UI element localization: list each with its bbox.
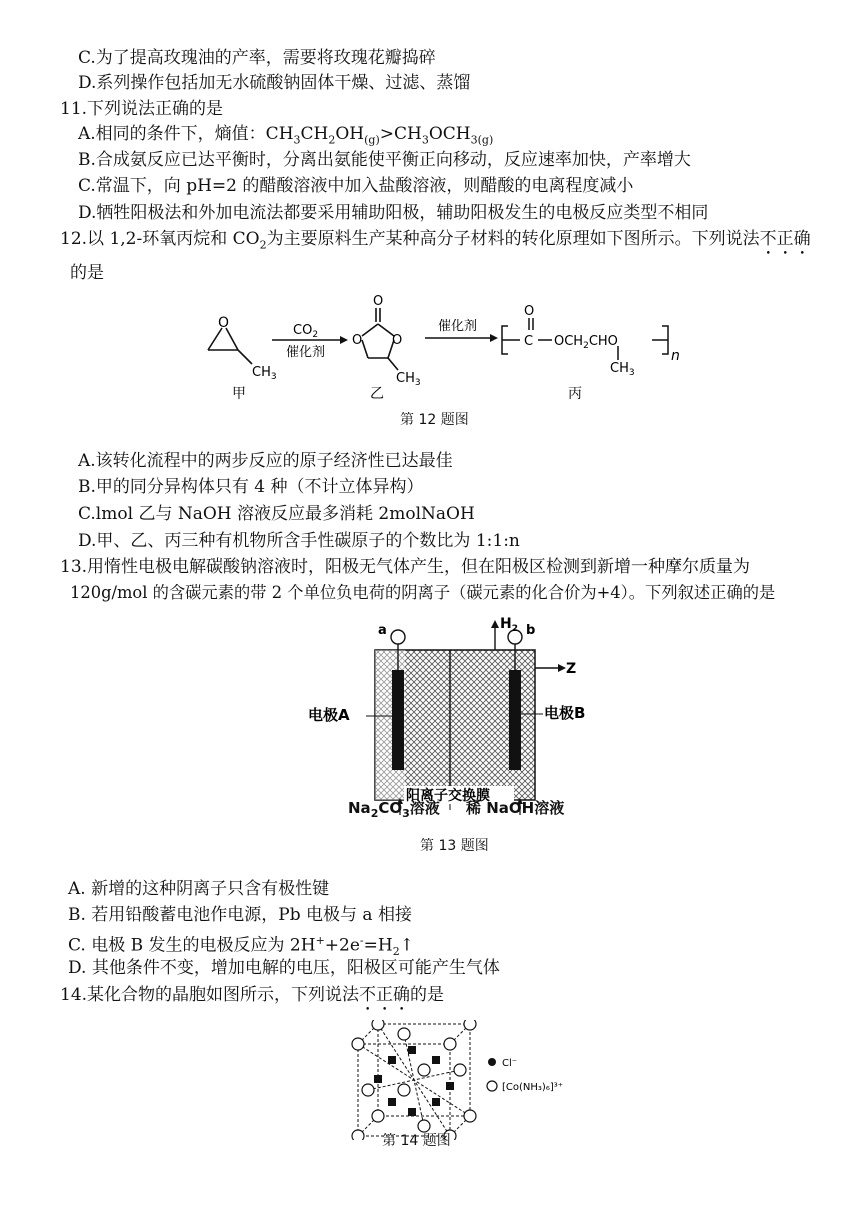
epoxide-structure: [208, 328, 252, 364]
q11-option-c: C.常温下，向 pH=2 的醋酸溶液中加入盐酸溶液，则醋酸的电离程度减小: [78, 176, 634, 196]
label-yi: 乙: [370, 386, 384, 402]
q12-caption: 第 12 题图: [400, 412, 469, 428]
q13-left-solution: $Na_2CO_3$溶液: [348, 799, 440, 820]
q10-option-d: D.系列操作包括加无水硫酸钠固体干燥、过滤、蒸馏: [78, 73, 471, 93]
legend-cl-label: Cl⁻: [502, 1058, 518, 1069]
q13-caption: 第 13 题图: [420, 838, 489, 854]
label-electrode-a: 电极A: [308, 706, 350, 724]
q14-emphasis: 不正确: [359, 985, 411, 1005]
legend-cl-marker: [488, 1058, 496, 1066]
label-bing: 丙: [568, 386, 582, 402]
label-z: Z: [566, 661, 577, 677]
legend-co-label: [Co(NH₃)₆]³⁺: [502, 1082, 564, 1093]
label-electrode-b: 电极B: [544, 704, 586, 722]
polymer-chain: $OCH_2CHO$: [554, 334, 618, 351]
q13-right-solution: 稀 NaOH溶液: [466, 799, 565, 817]
q12-option-b: B.甲的同分异构体只有 4 种（不计立体异构）: [78, 477, 424, 497]
q11-option-a: A.相同的条件下，熵值：$CH_3CH_2OH_{(g)}>CH_3OCH_{3(g)}$: [78, 124, 494, 147]
q13-option-d: D. 其他条件不变，增加电解的电压，阳极区可能产生气体: [68, 958, 500, 978]
q12-option-a: A.该转化流程中的两步反应的原子经济性已达最佳: [78, 451, 453, 471]
q13-option-c: C. 电极 B 发生的电极反应为 $2H^++2e^-=H_2↑$: [68, 934, 414, 959]
epoxide-methyl: $CH_3$: [252, 365, 277, 382]
q12-option-c: C.lmol 乙与 NaOH 溶液反应最多消耗 2molNaOH: [78, 504, 475, 524]
chloride-ions: [374, 1046, 454, 1116]
q13-option-b: B. 若用铅酸蓄电池作电源，Pb 电极与 a 相接: [68, 905, 412, 925]
ring-oxygen-left: O: [352, 333, 363, 348]
epoxide-oxygen: O: [218, 315, 230, 331]
label-a: a: [378, 623, 387, 638]
q13-stem-line1: 13.用惰性电极电解碳酸钠溶液时，阳极无气体产生，但在阳极区检测到新增一种摩尔质量为: [60, 557, 751, 577]
q14-crystal-cell-diagram: [350, 1020, 590, 1140]
electrode-b: [509, 670, 521, 770]
electrode-a: [392, 670, 404, 770]
q11-option-b: B.合成氨反应已达平衡时，分离出氨能使平衡正向移动，反应速率加快，产率增大: [78, 150, 691, 170]
q12-reaction-diagram: [190, 290, 690, 410]
polymer-n: n: [671, 348, 680, 364]
reagent-catalyst-2: 催化剂: [438, 319, 478, 334]
carbonyl-oxygen: O: [373, 294, 384, 309]
q11-stem: 11.下列说法正确的是: [60, 99, 224, 119]
q10-option-c: C.为了提高玫瑰油的产率，需要将玫瑰花瓣捣碎: [78, 48, 436, 68]
q14-caption: 第 14 题图: [382, 1133, 451, 1149]
legend-co-marker: [487, 1081, 497, 1091]
terminal-a: [391, 630, 405, 644]
q11-option-d: D.牺牲阳极法和外加电流法都要采用辅助阳极，辅助阳极发生的电极反应类型不相同: [78, 203, 709, 223]
label-h2: $H_2$: [500, 616, 518, 634]
ring-oxygen-right: O: [392, 333, 403, 348]
q12-stem-line2: 的是: [70, 263, 104, 283]
q12-emphasis: 不正确: [759, 229, 811, 249]
q12-stem: 12.以 1,2-环氧丙烷和 $CO_2$为主要原料生产某种高分子材料的转化原理如下图所示。下列说法不正确: [60, 229, 811, 252]
polymer-carbon: C: [524, 334, 534, 349]
carbonate-methyl: $CH_3$: [396, 371, 421, 388]
label-jia: 甲: [232, 386, 246, 402]
polymer-methyl: $CH_3$: [610, 361, 635, 378]
q14-stem: 14.某化合物的晶胞如图所示，下列说法不正确的是: [60, 985, 445, 1005]
q13-stem-line2: 120g/mol 的含碳元素的带 2 个单位负电荷的阴离子（碳元素的化合价为+4）。下列叙述正确的是: [70, 583, 776, 602]
reagent-co2: $CO_2$: [293, 323, 319, 340]
label-b: b: [526, 623, 536, 638]
q12-option-d: D.甲、乙、丙三种有机物所含手性碳原子的个数比为 1:1:n: [78, 531, 520, 551]
polymer-carbonyl-oxygen: O: [524, 304, 535, 319]
label-membrane: 阳离子交换膜: [406, 788, 490, 804]
q13-electrolysis-diagram: [300, 610, 600, 825]
reagent-catalyst-1: 催化剂: [286, 345, 326, 360]
q13-option-a: A. 新增的这种阴离子只含有极性键: [68, 879, 330, 899]
